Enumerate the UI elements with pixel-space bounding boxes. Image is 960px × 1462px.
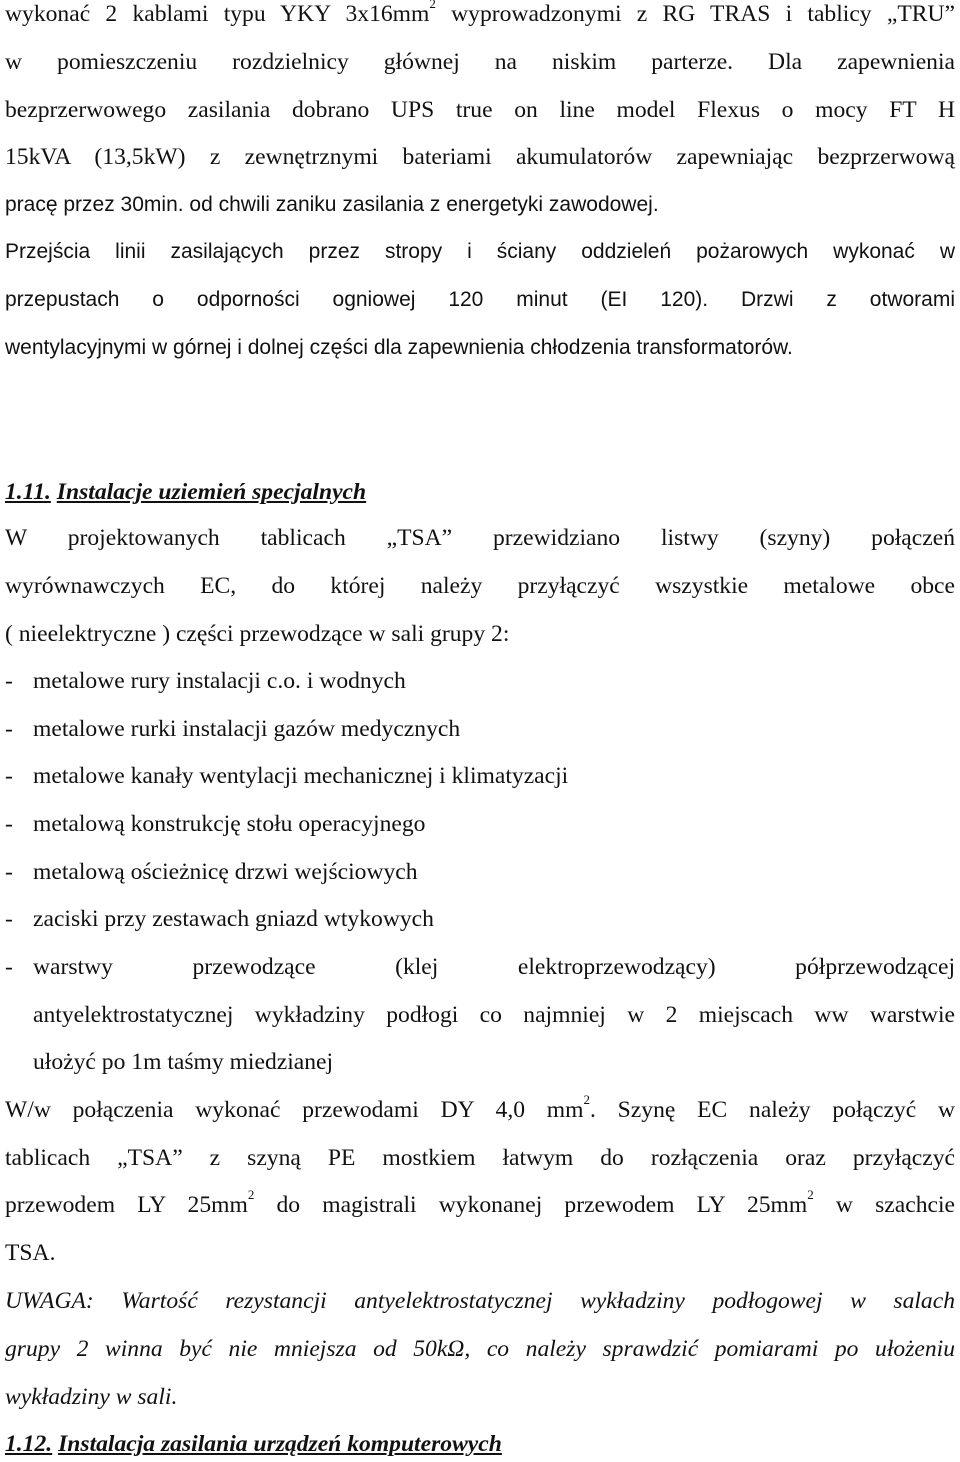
intro-line-2: w pomieszczeniu rozdzielnicy głównej na niskim parterze. Dla zapewnienia: [5, 49, 955, 75]
note-line-1: UWAGA: Wartość rezystancji antyelektrostatycznej wykładziny podłogowej w salach: [5, 1288, 955, 1314]
list-item: metalową konstrukcję stołu operacyjnego: [33, 811, 426, 837]
list-dash: -: [5, 954, 13, 980]
list-item: metalowe rurki instalacji gazów medycznych: [33, 716, 461, 742]
section-title: Instalacje uziemień specjalnych: [56, 479, 367, 505]
ww-line-3: przewodem LY $25mm^2$ do magistrali wykonanej przewodem LY $25mm^2$ w szachcie: [5, 1187, 955, 1218]
section-number: 1.12.: [5, 1431, 53, 1457]
section-paragraph-line-3: ( nieelektryczne ) części przewodzące w sali grupy 2:: [5, 621, 510, 647]
note-line-3: wykładziny w sali.: [5, 1384, 178, 1410]
section-heading-1-12: [5, 1433, 502, 1457]
intro-line-6: Przejścia linii zasilających przez stropy i ściany oddzieleń pożarowych wykonać w: [5, 240, 955, 263]
section-title: Instalacja zasilania urządzeń komputerowych: [58, 1431, 502, 1457]
list-item-multiline-2: antyelektrostatycznej wykładziny podłogi co najmniej w 2 miejscach ww warstwie: [33, 1002, 955, 1028]
list-item-multiline-1: warstwy przewodzące (klej elektroprzewodzący) półprzewodzącej: [33, 954, 955, 980]
intro-line-3: bezprzerwowego zasilania dobrano UPS true on line model Flexus o mocy FT H: [5, 97, 955, 123]
list-item: metalową ościeżnicę drzwi wejściowych: [33, 859, 418, 885]
intro-line-4: 15kVA (13,5kW) z zewnętrznymi bateriami akumulatorów zapewniając bezprzerwową: [5, 144, 955, 170]
intro-line-7: przepustach o odporności ogniowej 120 minut (EI 120). Drzwi z otworami: [5, 288, 955, 311]
ww-line-2: tablicach „TSA” z szyną PE mostkiem łatwym do rozłączenia oraz przyłączyć: [5, 1145, 955, 1171]
list-dash: -: [5, 906, 13, 932]
list-item: metalowe kanały wentylacji mechanicznej i klimatyzacji: [33, 763, 569, 789]
intro-line-8: wentylacyjnymi w górnej i dolnej części dla zapewnienia chłodzenia transformatorów.: [5, 336, 793, 359]
list-dash: -: [5, 668, 13, 694]
intro-line-5: pracę przez 30min. od chwili zaniku zasilania z energetyki zawodowej.: [5, 193, 659, 216]
list-item-multiline-3: ułożyć po 1m taśmy miedzianej: [33, 1049, 334, 1075]
list-dash: -: [5, 859, 13, 885]
note-line-2: grupy 2 winna być nie mniejsza od 50kΩ, co należy sprawdzić pomiarami po ułożeniu: [5, 1336, 955, 1362]
section-number: 1.11.: [5, 479, 51, 505]
section-paragraph-line-2: wyrównawczych EC, do której należy przyłączyć wszystkie metalowe obce: [5, 573, 955, 599]
ww-line-1: W/w połączenia wykonać przewodami DY 4,0 $mm^2$. Szynę EC należy połączyć w: [5, 1092, 955, 1123]
section-paragraph-line-1: W projektowanych tablicach „TSA” przewidziano listwy (szyny) połączeń: [5, 525, 955, 551]
list-dash: -: [5, 763, 13, 789]
list-dash: -: [5, 811, 13, 837]
intro-line-1: wykonać 2 kablami typu YKY $3x16mm^2$ wyprowadzonymi z RG TRAS i tablicy „TRU”: [5, 0, 955, 27]
ww-line-4: TSA.: [5, 1240, 56, 1266]
list-dash: -: [5, 716, 13, 742]
section-heading-1-11: [5, 481, 366, 505]
list-item: zaciski przy zestawach gniazd wtykowych: [33, 906, 434, 932]
list-item: metalowe rury instalacji c.o. i wodnych: [33, 668, 406, 694]
